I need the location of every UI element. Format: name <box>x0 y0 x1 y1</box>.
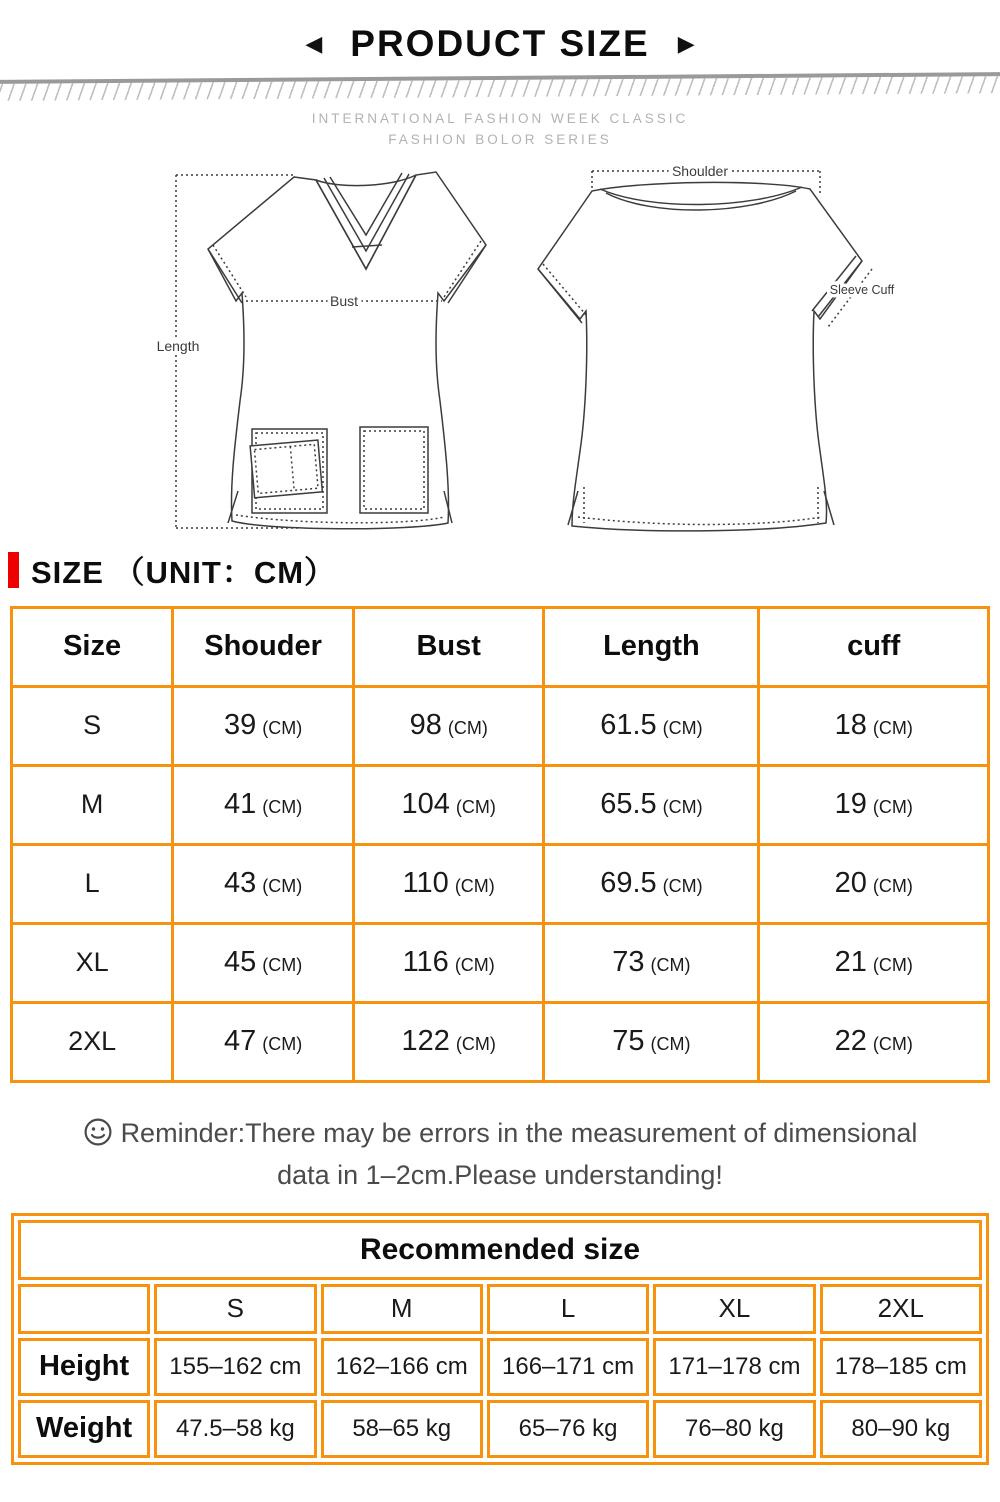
weight-value: 65–76 kg <box>487 1400 649 1458</box>
shoulder-value: 45 (CM) <box>173 923 354 1002</box>
length-value: 75 (CM) <box>544 1002 759 1081</box>
shoulder-label: Shoulder <box>671 162 729 179</box>
bust-label: Bust <box>329 292 359 309</box>
shoulder-value: 47 (CM) <box>173 1002 354 1081</box>
table-row <box>12 844 989 923</box>
garment-diagram <box>0 151 1000 545</box>
recommended-sizes-row <box>18 1284 982 1334</box>
size-value: XL <box>12 923 173 1002</box>
col-header-length: Length <box>544 607 759 686</box>
length-value: 69.5 (CM) <box>544 844 759 923</box>
size-col-l: L <box>487 1284 649 1334</box>
cuff-value: 21 (CM) <box>759 923 989 1002</box>
size-table-header-row <box>12 607 989 686</box>
height-value: 166–171 cm <box>487 1338 649 1396</box>
col-header-size: Size <box>12 607 173 686</box>
col-header-bust: Bust <box>353 607 544 686</box>
recommended-size-table <box>11 1213 989 1465</box>
cuff-value: 19 (CM) <box>759 765 989 844</box>
size-table <box>10 606 990 1083</box>
smiley-icon <box>83 1117 113 1147</box>
size-col-s: S <box>154 1284 316 1334</box>
table-row <box>12 1002 989 1081</box>
height-value: 171–178 cm <box>653 1338 815 1396</box>
weight-value: 80–90 kg <box>820 1400 982 1458</box>
col-header-cuff: cuff <box>759 607 989 686</box>
size-value: L <box>12 844 173 923</box>
shoulder-value: 43 (CM) <box>173 844 354 923</box>
bust-value: 122 (CM) <box>353 1002 544 1081</box>
reminder-note <box>0 1113 1000 1197</box>
page-header <box>0 0 1000 68</box>
weight-row <box>18 1400 982 1458</box>
red-accent-bar <box>8 552 19 588</box>
subtitle-line-2: FASHION BOLOR SERIES <box>388 131 612 147</box>
reminder-line-1: Reminder:There may be errors in the measurement of dimensional <box>0 1113 1000 1155</box>
back-view-drawing <box>538 171 872 531</box>
length-value: 65.5 (CM) <box>544 765 759 844</box>
weight-label: Weight <box>18 1400 150 1458</box>
left-arrow-icon: ◀ <box>305 31 323 56</box>
weight-value: 47.5–58 kg <box>154 1400 316 1458</box>
shoulder-value: 39 (CM) <box>173 686 354 765</box>
table-row <box>12 923 989 1002</box>
blank-cell <box>18 1284 150 1334</box>
sleeve-cuff-label: Sleeve Cuff <box>829 282 895 297</box>
hatched-divider <box>0 72 1000 101</box>
recommended-title: Recommended size <box>18 1220 982 1280</box>
table-row <box>12 765 989 844</box>
series-subtitle <box>0 109 1000 151</box>
weight-value: 76–80 kg <box>653 1400 815 1458</box>
length-label: Length <box>156 337 200 354</box>
size-col-m: M <box>321 1284 483 1334</box>
size-col-xl: XL <box>653 1284 815 1334</box>
bust-value: 104 (CM) <box>353 765 544 844</box>
front-view-drawing <box>176 172 486 529</box>
height-value: 155–162 cm <box>154 1338 316 1396</box>
col-header-shoulder: Shouder <box>173 607 354 686</box>
shoulder-value: 41 (CM) <box>173 765 354 844</box>
size-value: S <box>12 686 173 765</box>
cuff-value: 18 (CM) <box>759 686 989 765</box>
bust-value: 98 (CM) <box>353 686 544 765</box>
height-value: 162–166 cm <box>321 1338 483 1396</box>
subtitle-line-1: INTERNATIONAL FASHION WEEK CLASSIC <box>311 111 689 126</box>
size-col-2xl: 2XL <box>820 1284 982 1334</box>
reminder-line-2: data in 1–2cm.Please understanding! <box>277 1159 723 1190</box>
page-title: PRODUCT SIZE <box>350 23 650 64</box>
right-arrow-icon: ▶ <box>677 31 695 56</box>
length-value: 73 (CM) <box>544 923 759 1002</box>
weight-value: 58–65 kg <box>321 1400 483 1458</box>
height-value: 178–185 cm <box>820 1338 982 1396</box>
cuff-value: 20 (CM) <box>759 844 989 923</box>
size-section-heading <box>8 547 1000 593</box>
bust-value: 116 (CM) <box>353 923 544 1002</box>
table-row <box>12 686 989 765</box>
bust-value: 110 (CM) <box>353 844 544 923</box>
height-label: Height <box>18 1338 150 1396</box>
size-unit-heading: SIZE （UNIT：CM） <box>31 555 337 591</box>
size-value: M <box>12 765 173 844</box>
cuff-value: 22 (CM) <box>759 1002 989 1081</box>
length-value: 61.5 (CM) <box>544 686 759 765</box>
height-row <box>18 1338 982 1396</box>
size-value: 2XL <box>12 1002 173 1081</box>
recommended-title-row <box>18 1220 982 1280</box>
